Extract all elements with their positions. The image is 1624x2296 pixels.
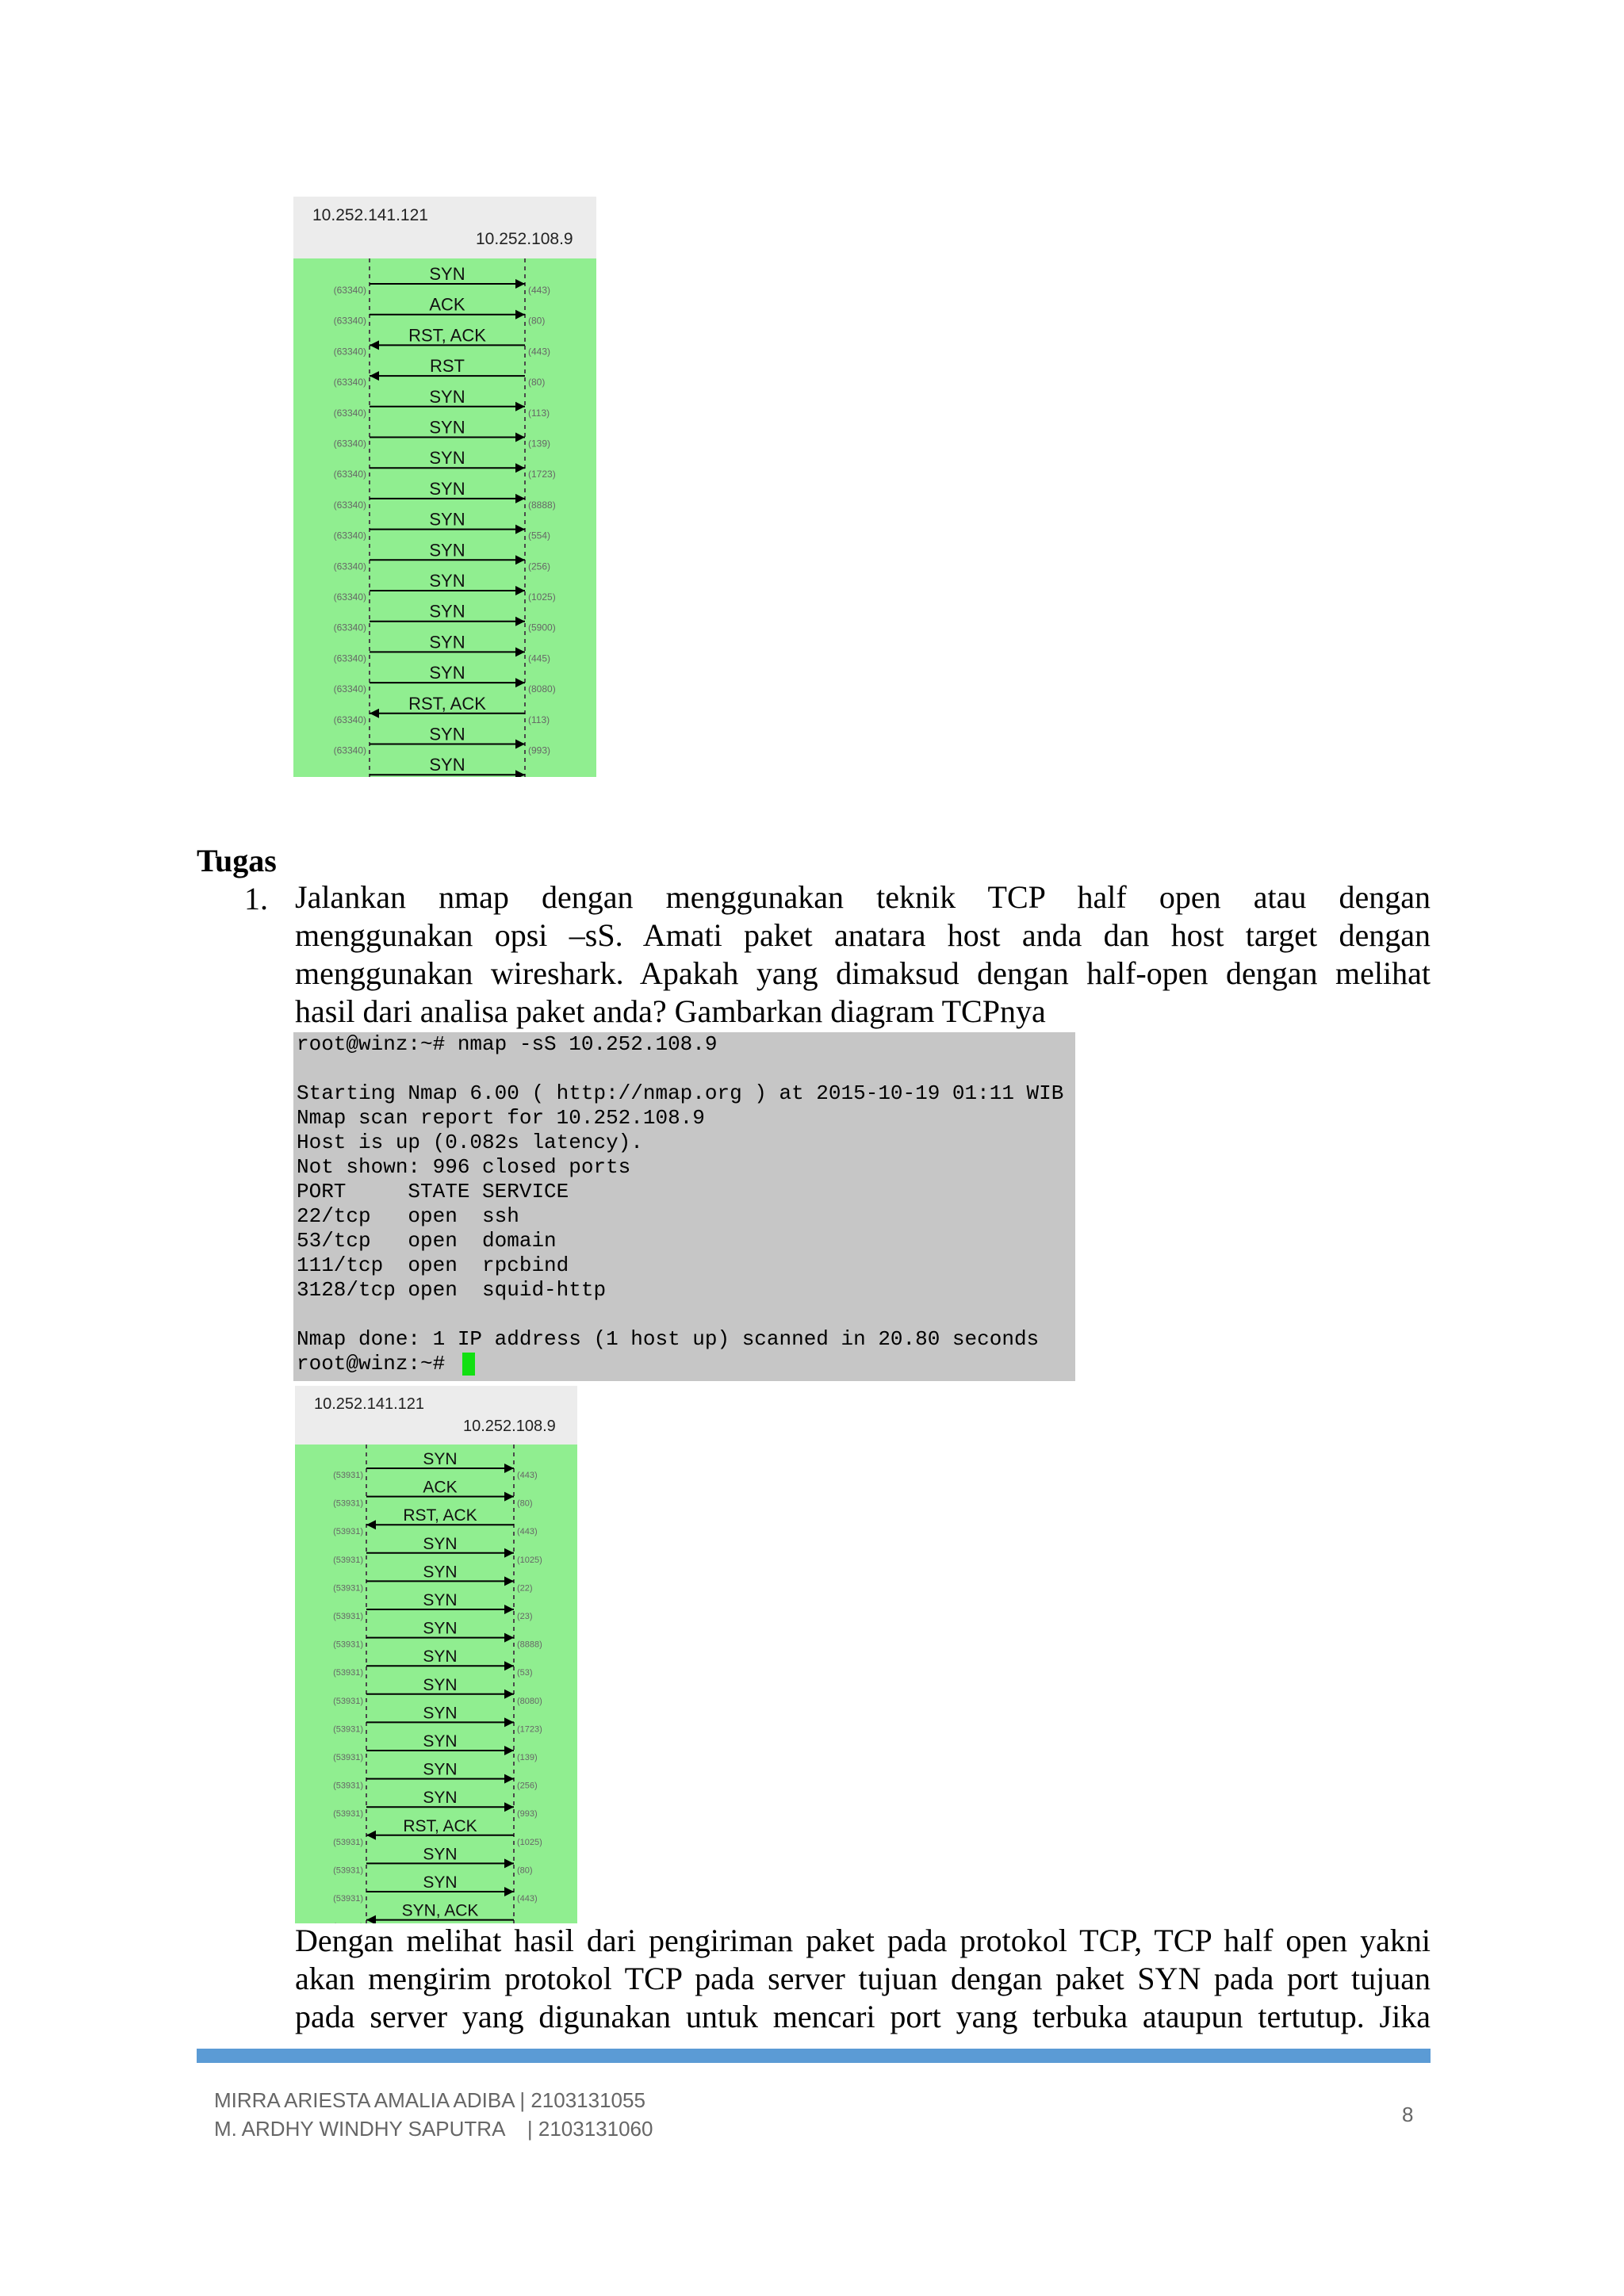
packet-label: SYN xyxy=(429,417,465,438)
destination-port: (113) xyxy=(528,407,550,419)
arrowhead xyxy=(515,279,525,289)
explanation-line: Dengan melihat hasil dari pengiriman paket pada protokol TCP, TCP half open yakni xyxy=(295,1923,1431,1958)
arrowhead xyxy=(504,1661,514,1670)
packet-label: SYN xyxy=(423,1873,458,1892)
destination-port xyxy=(528,775,545,777)
source-port: (53931) xyxy=(333,1471,363,1480)
task-line: menggunakan opsi –sS. Amati paket anatara host anda dan host target dengan xyxy=(295,917,1431,953)
source-port: (63340) xyxy=(333,315,366,327)
arrowhead xyxy=(515,617,525,626)
terminal-prompt: root@winz:~# xyxy=(297,1352,458,1376)
source-port: (53931) xyxy=(333,1894,363,1904)
source-port: (53931) xyxy=(333,1640,363,1650)
arrowhead xyxy=(504,1464,514,1473)
source-port: (63340) xyxy=(333,499,366,511)
destination-port: (139) xyxy=(517,1753,538,1762)
packet-label: ACK xyxy=(429,294,465,315)
arrowhead xyxy=(504,1633,514,1643)
packet-label: SYN xyxy=(423,1450,458,1468)
footer-author-2: M. ARDHY WINDHY SAPUTRA | 2103131060 xyxy=(214,2117,653,2141)
source-port: (63340) xyxy=(333,438,366,450)
source-port: (63340) xyxy=(333,591,366,603)
arrowhead xyxy=(515,463,525,473)
source-port: (53931) xyxy=(333,1724,363,1735)
arrowhead xyxy=(370,340,379,350)
task-line: Jalankan nmap dengan menggunakan teknik TCP half open atau dengan xyxy=(295,879,1431,915)
destination-port: (554) xyxy=(528,530,551,541)
destination-port: (80) xyxy=(517,1866,533,1876)
source-port: (63340) xyxy=(333,561,366,572)
task-line: menggunakan wireshark. Apakah yang dimaksud dengan half-open dengan melihat xyxy=(295,955,1431,991)
destination-port: (443) xyxy=(517,1471,538,1480)
arrowhead xyxy=(515,310,525,320)
destination-port: (993) xyxy=(517,1809,538,1820)
arrowhead xyxy=(515,770,525,777)
arrowhead xyxy=(370,709,379,718)
arrowhead xyxy=(504,1858,514,1868)
arrowhead xyxy=(515,402,525,411)
terminal-line: Nmap done: 1 IP address (1 host up) scanned in 20.80 seconds xyxy=(297,1327,1040,1351)
destination-host-label: 10.252.108.9 xyxy=(476,230,573,248)
footer-author-1: MIRRA ARIESTA AMALIA ADIBA | 2103131055 xyxy=(214,2088,645,2112)
source-port: (63340) xyxy=(333,683,366,695)
destination-port: (8080) xyxy=(517,1696,542,1706)
terminal-line: Starting Nmap 6.00 ( http://nmap.org ) at 2015-10-19 01:11 WIB xyxy=(297,1081,1064,1105)
source-port: (53931) xyxy=(333,1837,363,1847)
destination-port: (256) xyxy=(517,1781,538,1791)
destination-port: (22) xyxy=(517,1583,533,1594)
footer-divider xyxy=(197,2049,1431,2063)
packet-label: SYN xyxy=(423,1704,458,1723)
source-port: (53931) xyxy=(333,1668,363,1678)
terminal-prompt-line xyxy=(297,1352,475,1376)
packet-label: SYN xyxy=(423,1760,458,1779)
arrowhead xyxy=(515,433,525,442)
source-host-label: 10.252.141.121 xyxy=(314,1395,425,1413)
destination-port: (113) xyxy=(528,714,550,725)
task-number: 1. xyxy=(244,881,268,916)
arrowhead xyxy=(504,1774,514,1784)
packet-label: SYN xyxy=(429,724,465,744)
packet-label: RST, ACK xyxy=(403,1816,477,1835)
packet-label: SYN xyxy=(429,386,465,407)
destination-port: (1723) xyxy=(517,1724,542,1735)
destination-port: (1025) xyxy=(517,1837,542,1847)
source-port: (63340) xyxy=(333,377,366,388)
source-port: (53931) xyxy=(333,1781,363,1791)
source-port: (63340) xyxy=(333,652,366,664)
destination-port: (443) xyxy=(528,285,551,296)
arrowhead xyxy=(366,1520,376,1529)
destination-port: (80) xyxy=(528,377,546,388)
arrowhead xyxy=(504,1605,514,1614)
source-port: (53931) xyxy=(333,1527,363,1537)
destination-port: (445) xyxy=(528,652,551,664)
arrowhead xyxy=(515,494,525,503)
destination-port: (993) xyxy=(528,744,551,756)
destination-port: (8080) xyxy=(528,683,556,695)
explanation-paragraph xyxy=(295,1922,1431,2036)
source-port xyxy=(334,775,366,777)
arrowhead xyxy=(515,740,525,749)
packet-label: SYN, ACK xyxy=(401,1901,479,1920)
terminal-line: 111/tcp open rpcbind xyxy=(297,1253,569,1277)
source-port: (53931) xyxy=(333,1612,363,1621)
packet-label: SYN xyxy=(423,1591,458,1609)
arrowhead xyxy=(515,586,525,595)
packet-label: SYN xyxy=(423,1619,458,1638)
source-port: (53931) xyxy=(333,1809,363,1820)
arrowhead xyxy=(366,1831,376,1840)
source-port: (63340) xyxy=(333,744,366,756)
destination-port: (139) xyxy=(528,438,551,450)
packet-label: SYN xyxy=(423,1845,458,1864)
arrowhead xyxy=(504,1492,514,1502)
terminal-line: 53/tcp open domain xyxy=(297,1229,557,1253)
arrowhead xyxy=(504,1746,514,1755)
arrowhead xyxy=(515,647,525,656)
destination-port: (23) xyxy=(517,1612,533,1621)
source-port: (63340) xyxy=(333,714,366,725)
packet-label: SYN xyxy=(429,540,465,561)
destination-port: (8888) xyxy=(517,1640,542,1650)
tcp-flow-diagram-1 xyxy=(293,197,596,777)
destination-port: (80) xyxy=(517,1498,533,1509)
arrowhead xyxy=(515,555,525,564)
destination-port: (8888) xyxy=(528,499,556,511)
flow-rows xyxy=(295,1445,577,1923)
packet-label: SYN xyxy=(423,1732,458,1751)
packet-label: SYN xyxy=(429,632,465,652)
packet-label: SYN xyxy=(429,448,465,469)
packet-label: SYN xyxy=(429,509,465,530)
arrowhead xyxy=(370,371,379,381)
destination-port: (1025) xyxy=(528,591,556,603)
flow-rows xyxy=(293,258,596,777)
source-port: (53931) xyxy=(333,1753,363,1762)
source-port: (53931) xyxy=(333,1555,363,1565)
source-port: (53931) xyxy=(333,1498,363,1509)
source-port: (53931) xyxy=(333,1583,363,1594)
terminal-line: Nmap scan report for 10.252.108.9 xyxy=(297,1106,705,1130)
explanation-line: pada server yang digunakan untuk mencari port yang terbuka ataupun tertutup. Jika xyxy=(295,1999,1431,2034)
terminal-line: root@winz:~# nmap -sS 10.252.108.9 xyxy=(297,1032,718,1056)
packet-label: RST, ACK xyxy=(408,325,486,346)
destination-port: (256) xyxy=(528,561,551,572)
source-port: (63340) xyxy=(333,407,366,419)
arrowhead xyxy=(504,1887,514,1896)
source-port: (63340) xyxy=(333,530,366,541)
terminal-screenshot xyxy=(293,1032,1075,1381)
destination-port: (5900) xyxy=(528,622,556,633)
destination-port: (443) xyxy=(517,1894,538,1904)
terminal-line: Not shown: 996 closed ports xyxy=(297,1155,631,1179)
source-port: (63340) xyxy=(333,622,366,633)
packet-label: ACK xyxy=(423,1478,458,1497)
page-number: 8 xyxy=(1402,2103,1414,2126)
source-port: (53931) xyxy=(333,1866,363,1876)
explanation-line: akan mengirim protokol TCP pada server tujuan dengan paket SYN pada port tujuan xyxy=(295,1961,1431,1996)
source-port: (63340) xyxy=(333,346,366,358)
destination-port: (1723) xyxy=(528,469,556,480)
terminal-line: PORT STATE SERVICE xyxy=(297,1180,569,1203)
source-port: (63340) xyxy=(333,285,366,296)
source-port: (63340) xyxy=(333,469,366,480)
arrowhead xyxy=(504,1802,514,1812)
destination-port: (443) xyxy=(517,1527,538,1537)
packet-label: SYN xyxy=(429,571,465,591)
tcp-flow-diagram-2 xyxy=(295,1386,577,1923)
task-line: hasil dari analisa paket anda? Gambarkan diagram TCPnya xyxy=(295,993,1046,1029)
packet-label: RST, ACK xyxy=(408,693,486,714)
terminal-cursor xyxy=(462,1353,475,1376)
packet-label: SYN xyxy=(423,1675,458,1694)
packet-label: SYN xyxy=(429,755,465,775)
packet-label: SYN xyxy=(429,478,465,499)
terminal-line: Host is up (0.082s latency). xyxy=(297,1131,643,1154)
packet-label: SYN xyxy=(429,264,465,284)
arrowhead xyxy=(504,1689,514,1699)
packet-label: SYN xyxy=(423,1647,458,1667)
task-heading: Tugas xyxy=(197,843,277,878)
packet-label: SYN xyxy=(423,1563,458,1582)
packet-label: SYN xyxy=(423,1534,458,1553)
destination-port: (443) xyxy=(528,346,551,358)
destination-port: (53) xyxy=(517,1668,533,1678)
source-host-label: 10.252.141.121 xyxy=(312,206,428,224)
arrowhead xyxy=(504,1576,514,1586)
packet-label: RST xyxy=(430,356,465,377)
arrowhead xyxy=(504,1717,514,1727)
packet-label: SYN xyxy=(429,663,465,683)
arrowhead xyxy=(504,1548,514,1558)
terminal-line: 3128/tcp open squid-http xyxy=(297,1278,607,1302)
source-port: (53931) xyxy=(333,1696,363,1706)
packet-label: SYN xyxy=(423,1789,458,1808)
destination-host-label: 10.252.108.9 xyxy=(463,1418,556,1435)
destination-port: (80) xyxy=(528,315,546,327)
packet-label: SYN xyxy=(429,601,465,622)
task-paragraph xyxy=(295,878,1431,1031)
arrowhead xyxy=(515,678,525,687)
packet-label: RST, ACK xyxy=(403,1506,477,1525)
destination-port: (1025) xyxy=(517,1555,542,1565)
terminal-line: 22/tcp open ssh xyxy=(297,1204,519,1228)
arrowhead xyxy=(515,525,525,534)
